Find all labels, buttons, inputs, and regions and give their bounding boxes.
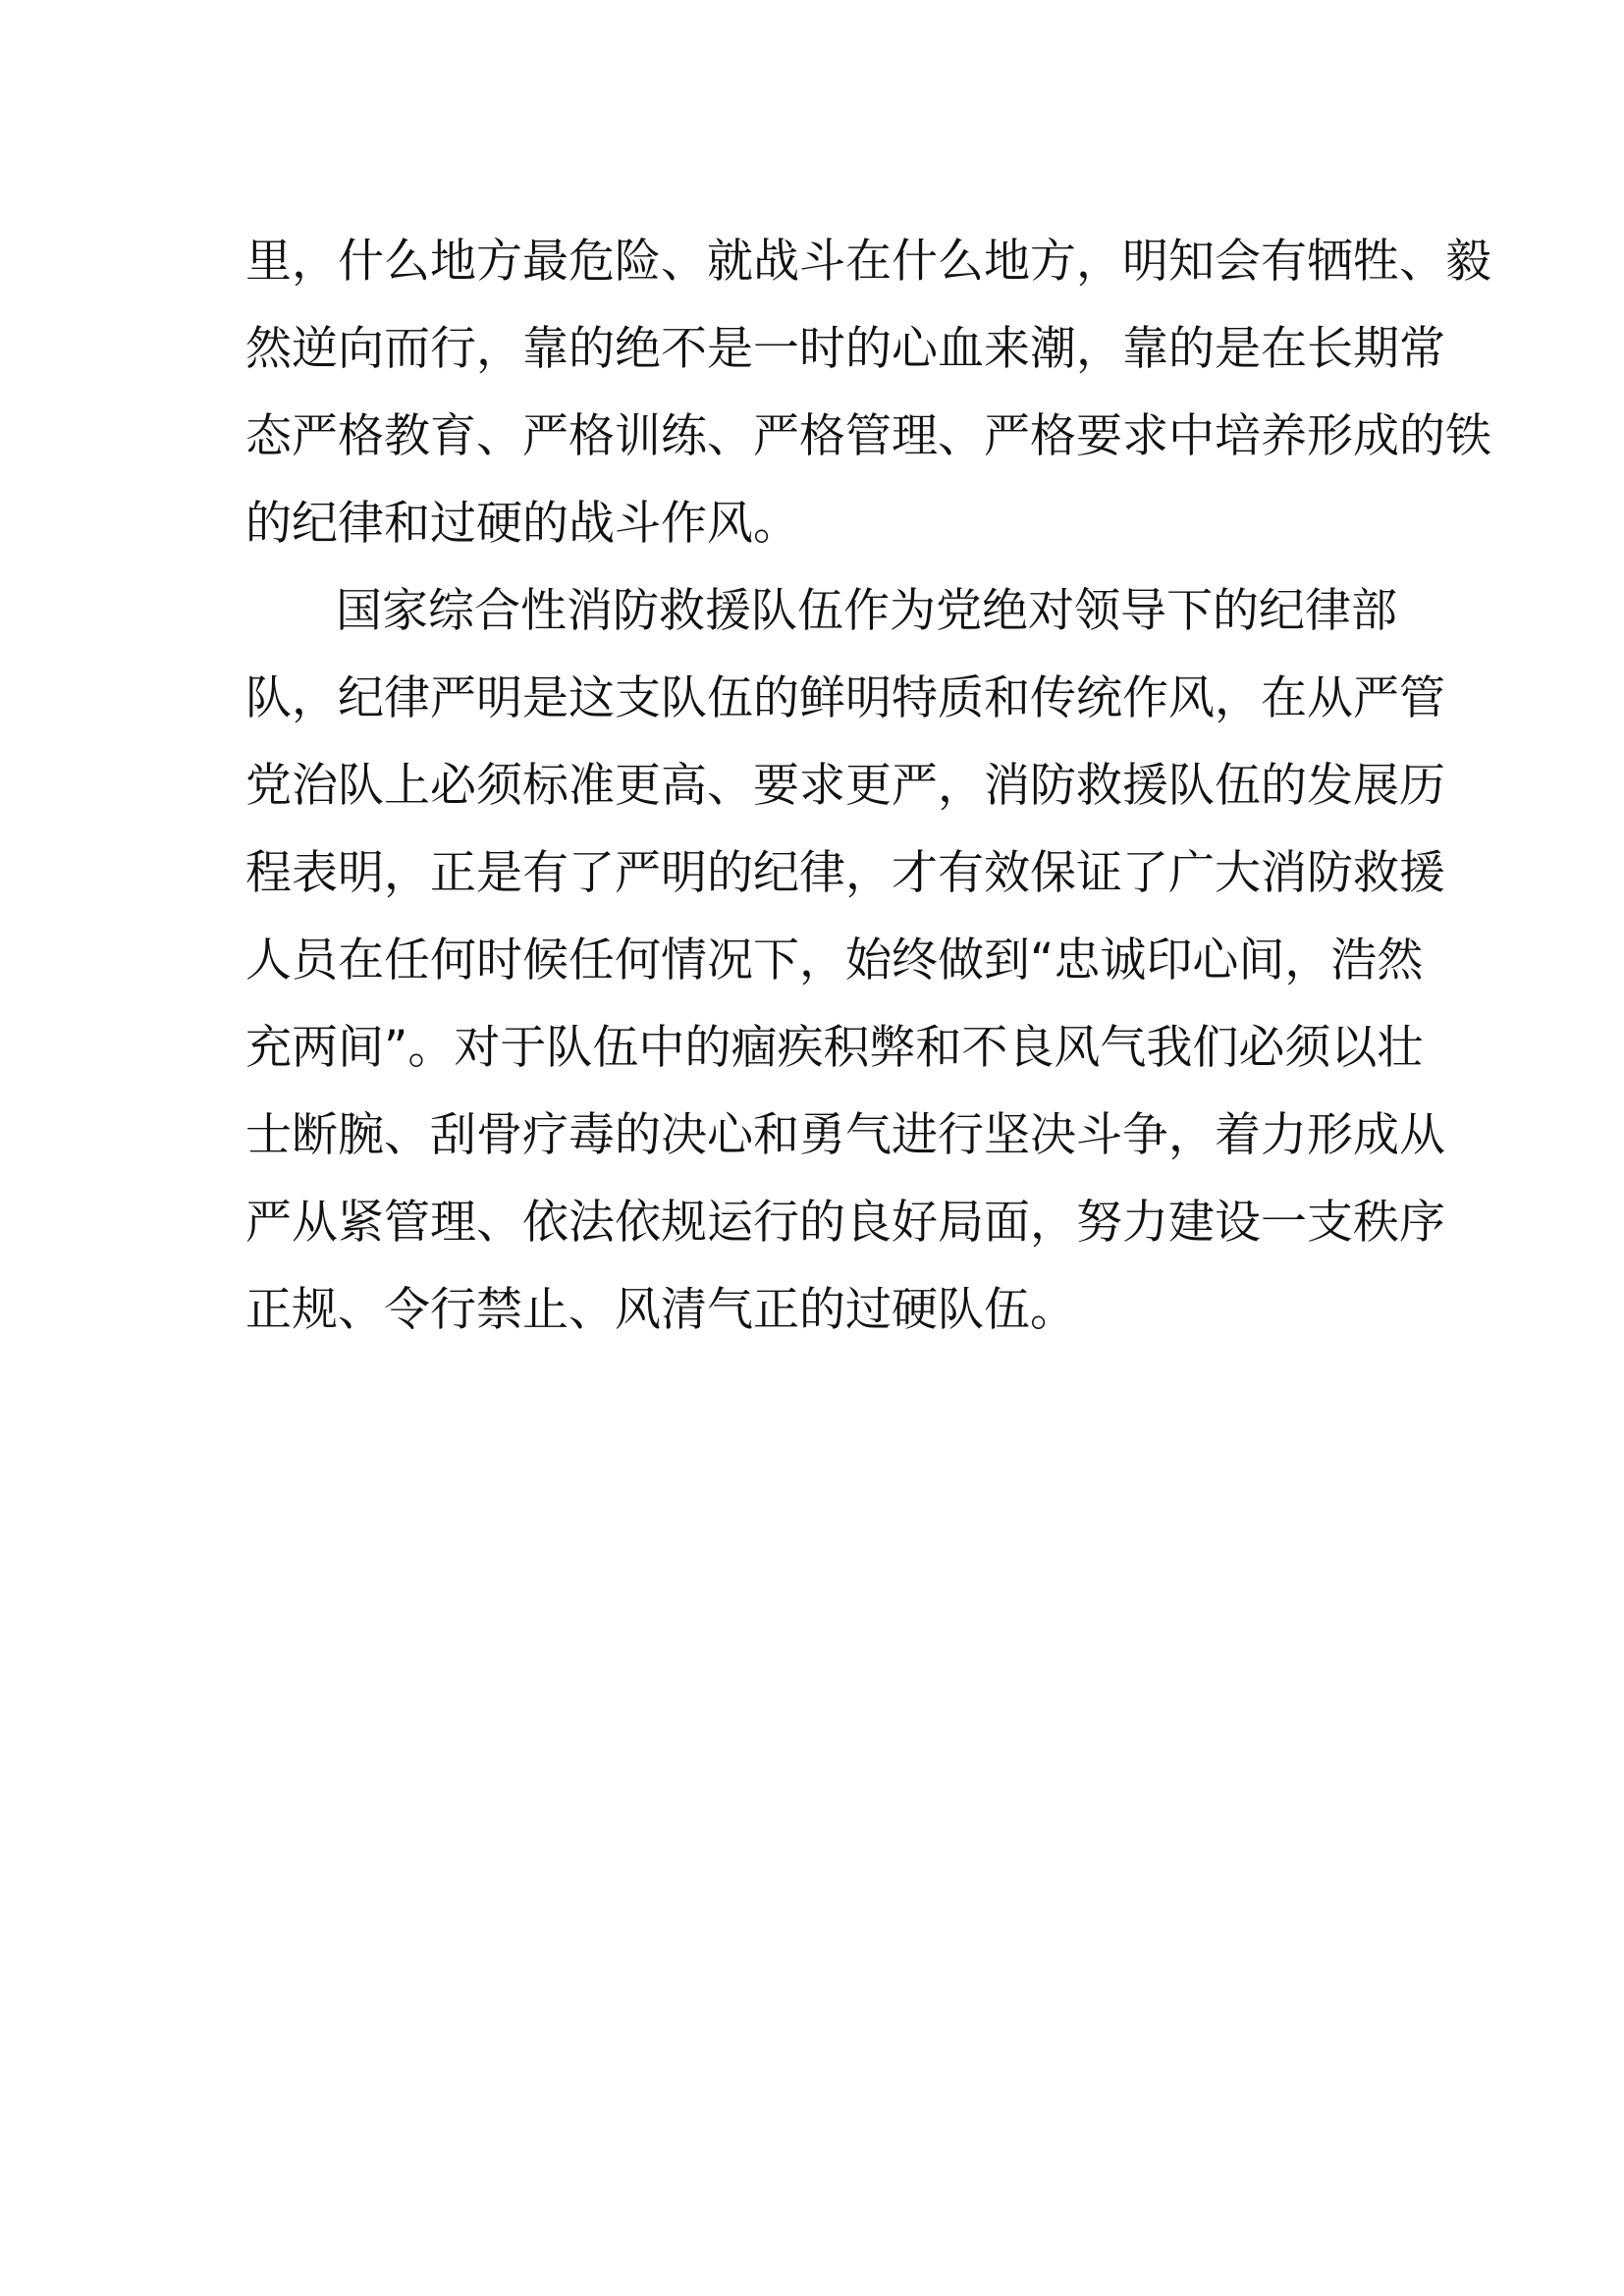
text-line: 党治队上必须标准更高、要求更严，消防救援队伍的发展历: [245, 759, 1445, 813]
text-line: 充两间”。对于队伍中的痼疾积弊和不良风气我们必须以壮: [245, 1021, 1424, 1075]
text-line: 然逆向而行，靠的绝不是一时的心血来潮，靠的是在长期常: [245, 322, 1445, 376]
text-line: 程表明，正是有了严明的纪律，才有效保证了广大消防救援: [245, 846, 1445, 900]
text-line: 的纪律和过硬的战斗作风。: [245, 497, 799, 551]
text-line: 里，什么地方最危险、就战斗在什么地方，明知会有牺牲、毅: [245, 235, 1491, 289]
text-line: 人员在任何时候任何情况下，始终做到“忠诚印心间，浩然: [245, 934, 1424, 988]
text-line: 士断腕、刮骨疗毒的决心和勇气进行坚决斗争，着力形成从: [245, 1108, 1445, 1162]
paragraph-2: [245, 567, 1445, 1354]
document-body: [245, 218, 1491, 1354]
text-line: 严从紧管理、依法依规运行的良好局面，努力建设一支秩序: [245, 1196, 1445, 1250]
text-line: 队，纪律严明是这支队伍的鲜明特质和传统作风，在从严管: [245, 671, 1445, 725]
text-line: 国家综合性消防救援队伍作为党绝对领导下的纪律部: [336, 584, 1397, 638]
text-line: 态严格教育、严格训练、严格管理、严格要求中培养形成的铁: [245, 409, 1491, 463]
paragraph-1: [245, 218, 1491, 567]
text-line: 正规、令行禁止、风清气正的过硬队伍。: [245, 1283, 1076, 1337]
